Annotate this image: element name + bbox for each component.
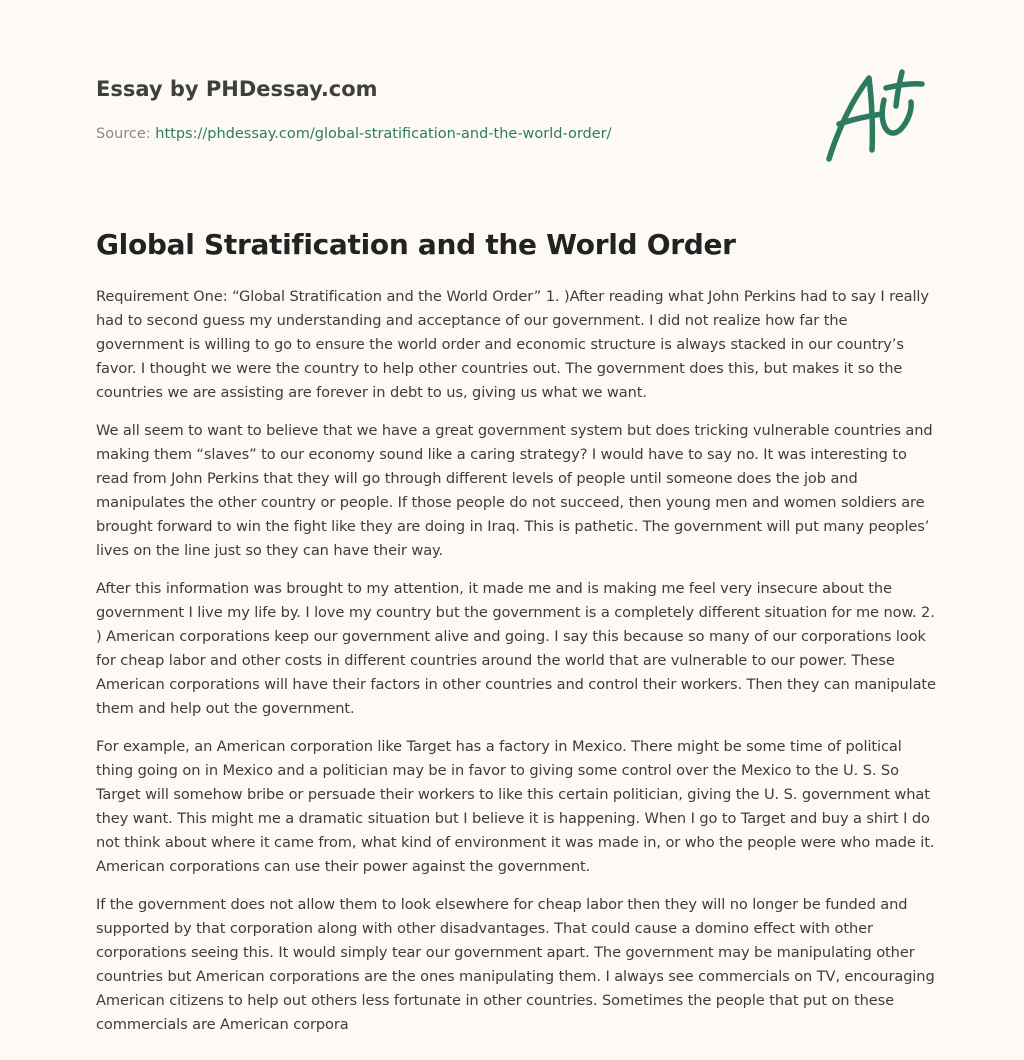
source-link[interactable]: https://phdessay.com/global-stratification-and-the-world-order/ [155, 126, 612, 142]
a-plus-grade-icon [822, 64, 932, 168]
essay-body [96, 285, 936, 1051]
essay-paragraph: We all seem to want to believe that we have a great government system but does tricking vulnerable countries and making them “slaves” to our economy sound like a caring strategy? I would have to say no. It was interesting to read from John Perkins that they will go through different levels of people until someone does the job and manipulates the other country or people. If those people do not succeed, then young men and women soldiers are brought forward to win the fight like they are doing in Iraq. This is pathetic. The government will put many peoples’ lives on the line just so they can have their way. [96, 422, 933, 559]
essay-paragraph: After this information was brought to my attention, it made me and is making me feel very insecure about the government I live my life by. I love my country but the government is a completely different situation for me now. 2. ) American corporations keep our government alive and going. I say this because so many of our corporations look for cheap labor and other costs in different countries around the world that are vulnerable to our power. These American corporations will have their factors in other countries and control their workers. Then they can manipulate them and help out the government. [96, 580, 936, 717]
source-label: Source: [96, 126, 156, 142]
essay-title: Global Stratification and the World Order [96, 228, 736, 261]
essay-paragraph: For example, an American corporation like Target has a factory in Mexico. There might be some time of political thing going on in Mexico and a politician may be in favor to giving some control over the Mexico to the U. S. So Target will somehow bribe or persuade their workers to like this certain politician, giving the U. S. government what they want. This might me a dramatic situation but I believe it is happening. When I go to Target and buy a shirt I do not think about where it came from, what kind of environment it was made in, or who the people were who made it. American corporations can use their power against the government. [96, 738, 935, 875]
essay-paragraph: Requirement One: “Global Stratification and the World Order” 1. )After reading what John Perkins had to say I really had to second guess my understanding and acceptance of our government. I did not realize how far the government is willing to go to ensure the world order and economic structure is always stacked in our country’s favor. I thought we were the country to help other countries out. The government does this, but makes it so the countries we are assisting are forever in debt to us, giving us what we want. [96, 288, 929, 401]
source-line [96, 124, 796, 144]
page-header [96, 74, 796, 144]
brand-title: Essay by PHDessay.com [96, 77, 378, 101]
essay-paragraph: If the government does not allow them to look elsewhere for cheap labor then they will no longer be funded and supported by that corporation along with other disadvantages. That could cause a domino effect with other corporations seeing this. It would simply tear our government apart. The government may be manipulating other countries but American corporations are the ones manipulating them. I always see commercials on TV, encouraging American citizens to help out others less fortunate in other countries. Sometimes the people that put on these commercials are American corpora [96, 896, 935, 1033]
